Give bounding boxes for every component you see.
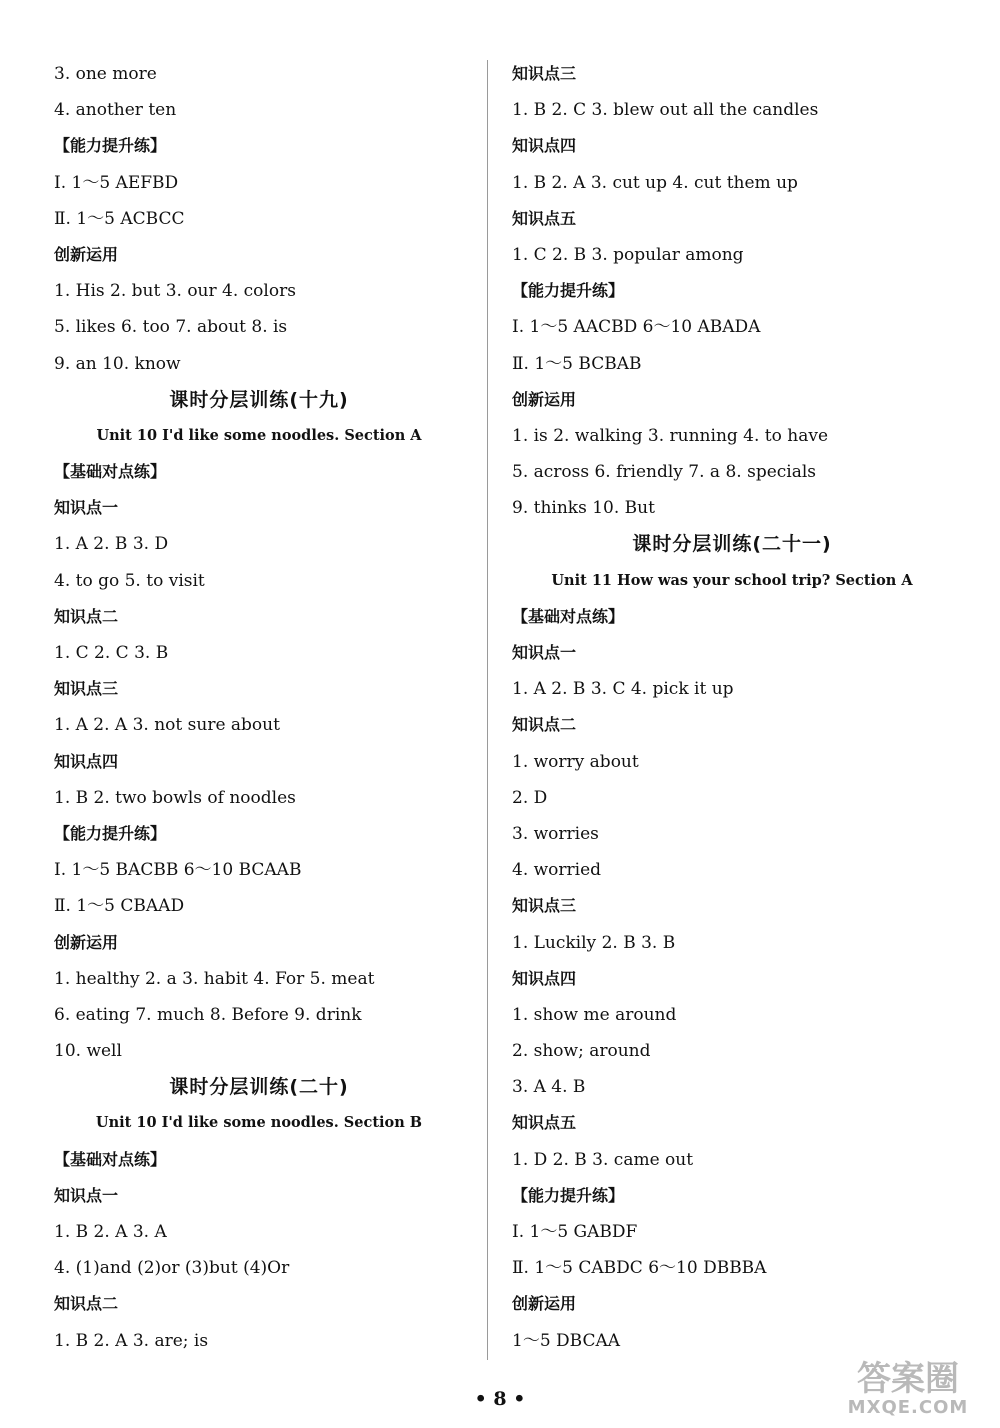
answer-line: 6. eating 7. much 8. Before 9. drink bbox=[54, 1004, 362, 1025]
page-number: • 8 • bbox=[474, 1388, 526, 1410]
answer-line: 1. B 2. A 3. cut up 4. cut them up bbox=[512, 172, 798, 193]
answer-line: 1. D 2. B 3. came out bbox=[512, 1149, 694, 1170]
answer-line: 10. well bbox=[54, 1041, 122, 1062]
answer-line: 4. worried bbox=[512, 860, 602, 881]
section-heading: 创新运用 bbox=[54, 244, 119, 264]
answer-line: 4. (1)and (2)or (3)but (4)Or bbox=[54, 1258, 290, 1279]
unit-heading: Unit 10 I'd like some noodles. Section A bbox=[96, 426, 422, 444]
section-heading: 知识点四 bbox=[512, 968, 577, 988]
answer-line: 1. A 2. B 3. C 4. pick it up bbox=[512, 679, 734, 700]
section-heading: 【能力提升练】 bbox=[512, 281, 625, 301]
answer-line: 3. one more bbox=[54, 64, 157, 84]
answer-line: 1. is 2. walking 3. running 4. to have bbox=[512, 425, 829, 446]
column-divider bbox=[487, 60, 488, 1360]
section-heading: 【基础对点练】 bbox=[54, 1149, 167, 1169]
watermark-logo bbox=[838, 1360, 978, 1422]
section-heading: 知识点三 bbox=[512, 64, 577, 83]
watermark-url: MXQE.COM bbox=[847, 1397, 969, 1418]
answer-line: Ⅱ. 1～5 CBAAD bbox=[54, 896, 185, 917]
answer-line: 1. show me around bbox=[512, 1004, 677, 1025]
section-heading: 【能力提升练】 bbox=[512, 1185, 625, 1205]
section-heading: 知识点四 bbox=[54, 751, 119, 771]
answer-line: Ⅰ. 1～5 BACBB 6～10 BCAAB bbox=[54, 860, 302, 881]
left-column bbox=[54, 56, 464, 1359]
answer-line: 9. an 10. know bbox=[54, 353, 181, 374]
section-heading: 知识点一 bbox=[512, 643, 577, 662]
section-heading: 知识点二 bbox=[512, 715, 577, 735]
answer-line: 1. B 2. A 3. A bbox=[54, 1222, 167, 1242]
section-heading: 知识点二 bbox=[54, 1294, 119, 1314]
section-heading: 知识点三 bbox=[512, 896, 577, 916]
answer-line: 1. worry about bbox=[512, 751, 639, 772]
answer-line: 4. another ten bbox=[54, 100, 177, 121]
section-heading: 创新运用 bbox=[54, 932, 119, 952]
answer-line: 5. across 6. friendly 7. a 8. specials bbox=[512, 462, 817, 483]
answer-line: 1. A 2. A 3. not sure about bbox=[54, 715, 280, 736]
section-heading: 【基础对点练】 bbox=[512, 606, 625, 626]
answer-line: Ⅱ. 1～5 ACBCC bbox=[54, 208, 185, 229]
section-heading: 知识点一 bbox=[54, 498, 119, 518]
section-heading: 知识点五 bbox=[512, 208, 577, 228]
section-heading: 知识点五 bbox=[512, 1113, 577, 1133]
answer-line: 1. B 2. A 3. are; is bbox=[54, 1330, 209, 1351]
answer-line: Ⅰ. 1～5 AEFBD bbox=[54, 172, 179, 193]
section-heading: 创新运用 bbox=[512, 1294, 577, 1314]
answer-line: 4. to go 5. to visit bbox=[54, 570, 205, 591]
section-heading: 【基础对点练】 bbox=[54, 462, 167, 482]
answer-line: 3. worries bbox=[512, 823, 599, 844]
answer-line: 1. His 2. but 3. our 4. colors bbox=[54, 281, 296, 302]
unit-heading: Unit 11 How was your school trip? Section A bbox=[551, 571, 913, 589]
answer-line: 1. C 2. B 3. popular among bbox=[512, 244, 744, 265]
answer-line: 1. healthy 2. a 3. habit 4. For 5. meat bbox=[54, 968, 375, 989]
answer-line: 2. show; around bbox=[512, 1041, 651, 1062]
answer-line: 1. Luckily 2. B 3. B bbox=[512, 932, 676, 953]
lesson-title: 课时分层训练(二十) bbox=[169, 1076, 349, 1099]
answer-line: Ⅰ. 1～5 GABDF bbox=[512, 1222, 638, 1242]
answer-line: Ⅱ. 1～5 CABDC 6～10 DBBBA bbox=[512, 1258, 767, 1279]
answer-line: 1～5 DBCAA bbox=[512, 1330, 621, 1351]
answer-line: 2. D bbox=[512, 787, 548, 808]
section-heading: 知识点四 bbox=[512, 136, 577, 156]
answer-line: 3. A 4. B bbox=[512, 1077, 586, 1098]
section-heading: 知识点一 bbox=[54, 1185, 119, 1205]
watermark-text: 答案圈 bbox=[857, 1359, 959, 1399]
section-heading: 知识点三 bbox=[54, 679, 119, 699]
answer-line: Ⅱ. 1～5 BCBAB bbox=[512, 353, 642, 374]
answer-line: 1. B 2. two bowls of noodles bbox=[54, 787, 296, 808]
answer-line: 1. A 2. B 3. D bbox=[54, 534, 169, 555]
right-column bbox=[512, 56, 952, 1359]
answer-line: 1. C 2. C 3. B bbox=[54, 643, 169, 663]
answer-line: Ⅰ. 1～5 AACBD 6～10 ABADA bbox=[512, 317, 761, 338]
section-heading: 创新运用 bbox=[512, 389, 577, 409]
answer-line: 9. thinks 10. But bbox=[512, 498, 655, 519]
section-heading: 【能力提升练】 bbox=[54, 136, 167, 156]
lesson-title: 课时分层训练(二十一) bbox=[632, 533, 832, 556]
section-heading: 【能力提升练】 bbox=[54, 823, 167, 843]
unit-heading: Unit 10 I'd like some noodles. Section B bbox=[95, 1114, 423, 1132]
answer-line: 5. likes 6. too 7. about 8. is bbox=[54, 317, 288, 338]
section-heading: 知识点二 bbox=[54, 606, 119, 626]
lesson-title: 课时分层训练(十九) bbox=[169, 388, 349, 411]
answer-line: 1. B 2. C 3. blew out all the candles bbox=[512, 100, 819, 121]
